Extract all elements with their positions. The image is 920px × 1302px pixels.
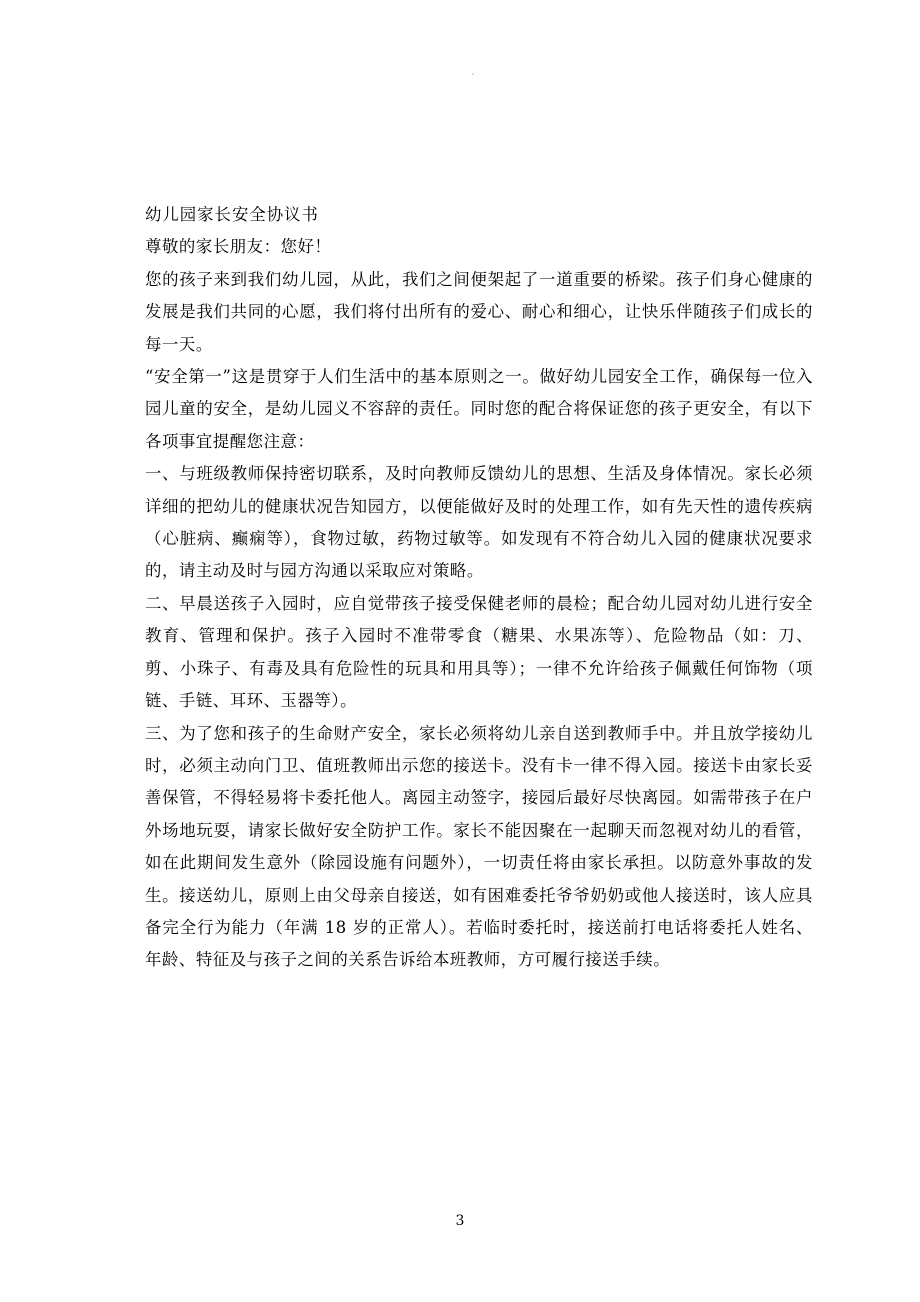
document-body: [145, 199, 813, 977]
paragraph-item-2: 二、早晨送孩子入园时，应自觉带孩子接受保健老师的晨检；配合幼儿园对幼儿进行安全教育、管理和保护。孩子入园时不准带零食（糖果、水果冻等）、危险物品（如：刀、剪、小珠子、有毒及具有危险性的玩具和用具等）；一律不允许给孩子佩戴任何饰物（项链、手链、耳环、玉器等）。: [145, 593, 813, 711]
paragraph-safety-first: “安全第一”这是贯穿于人们生活中的基本原则之一。做好幼儿园安全工作，确保每一位入园儿童的安全，是幼儿园义不容辞的责任。同时您的配合将保证您的孩子更安全，有以下各项事宜提醒您注意：: [145, 367, 813, 451]
page-number: 3: [455, 1213, 465, 1229]
paragraph-item-1: 一、与班级教师保持密切联系，及时向教师反馈幼儿的思想、生活及身体情况。家长必须详细的把幼儿的健康状况告知园方，以便能做好及时的处理工作，如有先天性的遗传疾病（心脏病、癫痫等），食物过敏，药物过敏等。如发现有不符合幼儿入园的健康状况要求的，请主动及时与园方沟通以采取应对策略。: [145, 464, 813, 581]
paragraph-intro: 您的孩子来到我们幼儿园，从此，我们之间便架起了一道重要的桥梁。孩子们身心健康的发展是我们共同的心愿，我们将付出所有的爱心、耐心和细心，让快乐伴随孩子们成长的每一天。: [145, 269, 813, 354]
greeting: 尊敬的家长朋友：您好！: [145, 237, 332, 257]
document-title: 幼儿园家长安全协议书: [145, 205, 319, 224]
header-mark: [472, 73, 474, 75]
paragraph-item-3: 三、为了您和孩子的生命财产安全，家长必须将幼儿亲自送到教师手中。并且放学接幼儿时，必须主动向门卫、值班教师出示您的接送卡。没有卡一律不得入园。接送卡由家长妥善保管，不得轻易将卡委托他人。离园主动签字，接园后最好尽快离园。如需带孩子在户外场地玩耍，请家长做好安全防护工作。家长不能因聚在一起聊天而忽视对幼儿的看管，如在此期间发生意外（除园设施有问题外），一切责任将由家长承担。以防意外事故的发生。接送幼儿，原则上由父母亲自接送，如有困难委托爷爷奶奶或他人接送时，该人应具备完全行为能力（年满 18 岁的正常人）。若临时委托时，接送前打电话将委托人姓名、年龄、特征及与孩子之间的关系告诉给本班教师，方可履行接送手续。: [145, 723, 813, 970]
